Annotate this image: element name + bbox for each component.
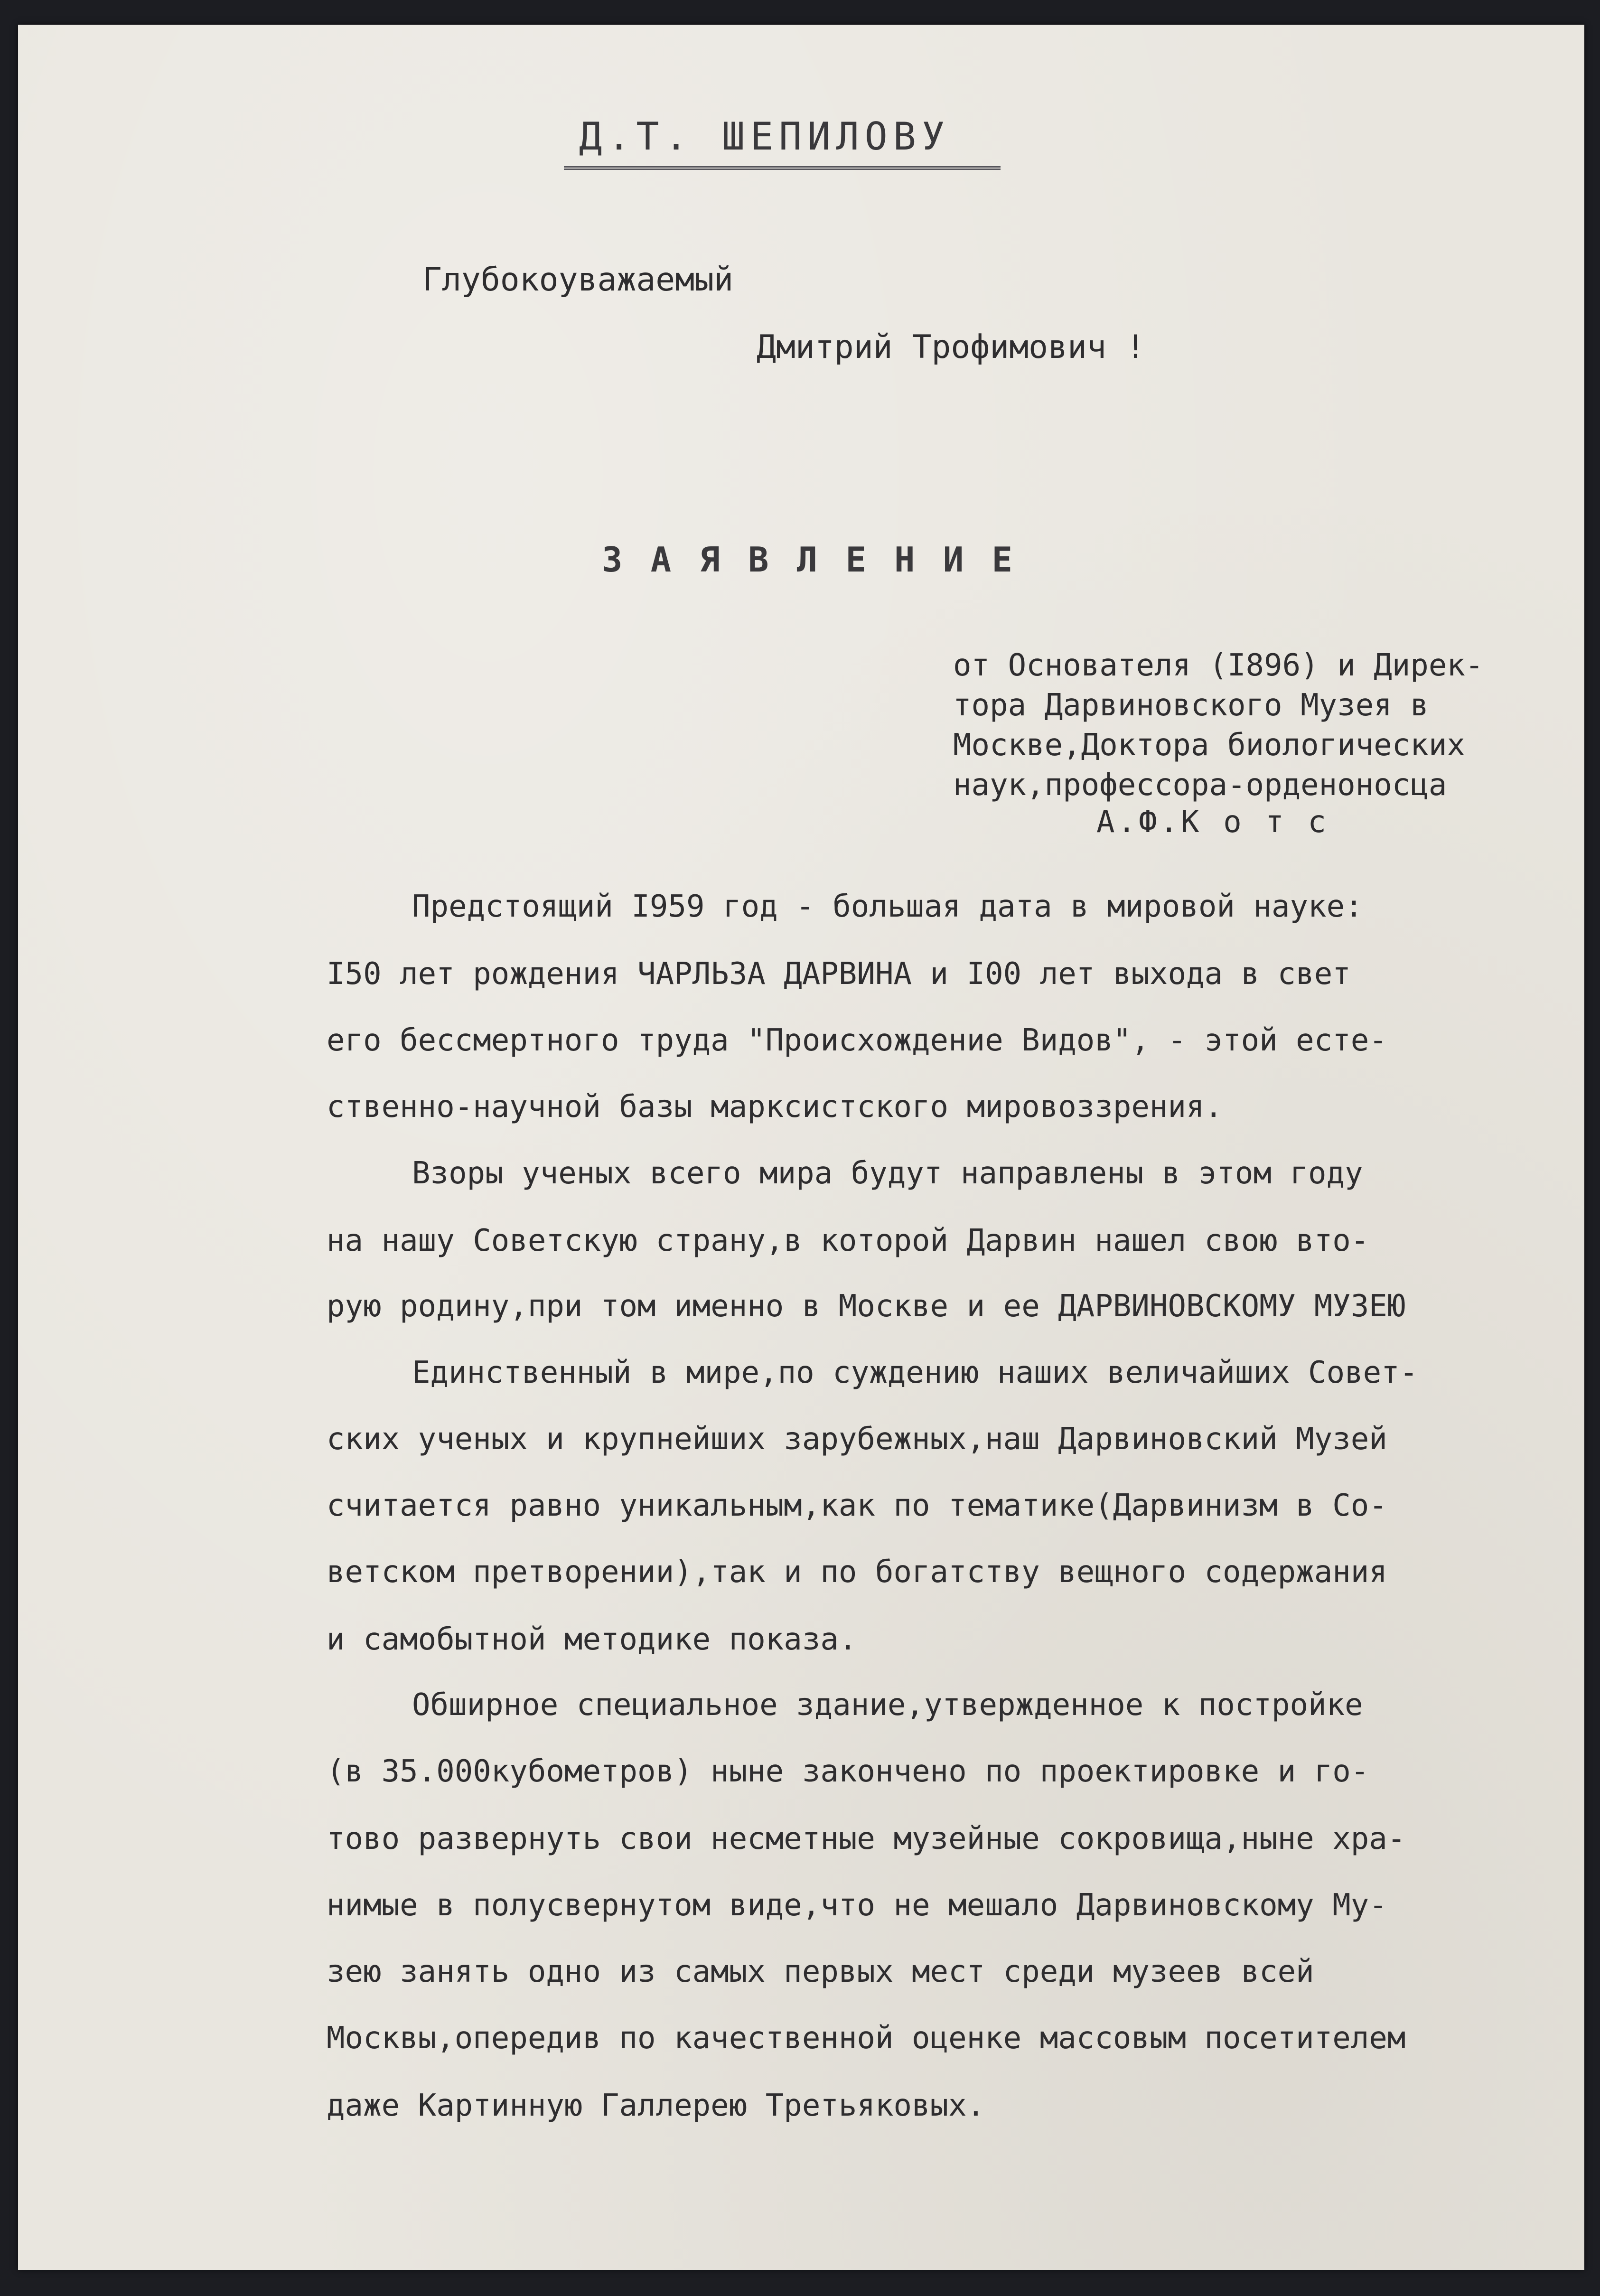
sender-line: Москве,Доктора биологических [953,728,1465,763]
body-line: даже Картинную Галлерею Третьяковых. [327,2088,985,2123]
body-line: ственно-научной базы марксистского мировоззрения. [327,1089,1223,1125]
body-line: Москвы,опередив по качественной оценке массовым посетителем [327,2021,1406,2056]
body-line: (в 35.000кубометров) ныне закончено по проектировке и го- [327,1754,1369,1789]
body-line: Обширное специальное здание,утвержденное к постройке [412,1687,1363,1723]
addressee-name: Д.Т. ШЕПИЛОВУ [579,114,951,159]
sender-line: от Основателя (I896) и Дирек- [953,648,1484,683]
body-line: нимые в полусвернутом виде,что не мешало Дарвиновскому Му- [327,1888,1387,1923]
body-line: считается равно уникальным,как по тематике(Дарвинизм в Со- [327,1488,1387,1523]
body-line: I50 лет рождения ЧАРЛЬЗА ДАРВИНА и I00 лет выхода в свет [327,956,1351,992]
typewritten-page [18,25,1584,2270]
body-line: Предстоящий I959 год - большая дата в мировой науке: [412,889,1363,924]
document-title: З А Я В Л Е Н И Е [602,540,1016,580]
body-line: и самобытной методике показа. [327,1622,857,1657]
body-line: зею занять одно из самых первых мест среди музеев всей [327,1954,1314,1989]
body-line: рую родину,при том именно в Москве и ее ДАРВИНОВСКОМУ МУЗЕЮ [327,1289,1406,1324]
salutation-line-2: Дмитрий Трофимович ! [757,328,1145,366]
body-line: Взоры ученых всего мира будут направлены в этом году [412,1156,1363,1191]
body-line: его бессмертного труда "Происхождение Видов", - этой есте- [327,1023,1387,1058]
body-line: на нашу Советскую страну,в которой Дарвин нашел свою вто- [327,1223,1369,1258]
sender-line: тора Дарвиновского Музея в [953,688,1429,723]
addressee-underline [564,166,1001,170]
body-line: тово развернуть свои несметные музейные сокровища,ныне хра- [327,1821,1406,1856]
body-line: Единственный в мире,по суждению наших величайших Совет- [412,1355,1418,1390]
sender-signature-name: А.Ф.К о т с [1096,805,1329,840]
body-line: ских ученых и крупнейших зарубежных,наш Дарвиновский Музей [327,1422,1387,1457]
sender-line: наук,профессора-орденоносца [953,768,1447,803]
body-line: ветском претворении),так и по богатству вещного содержания [327,1555,1387,1590]
salutation-line-1: Глубокоуважаемый [422,261,734,299]
